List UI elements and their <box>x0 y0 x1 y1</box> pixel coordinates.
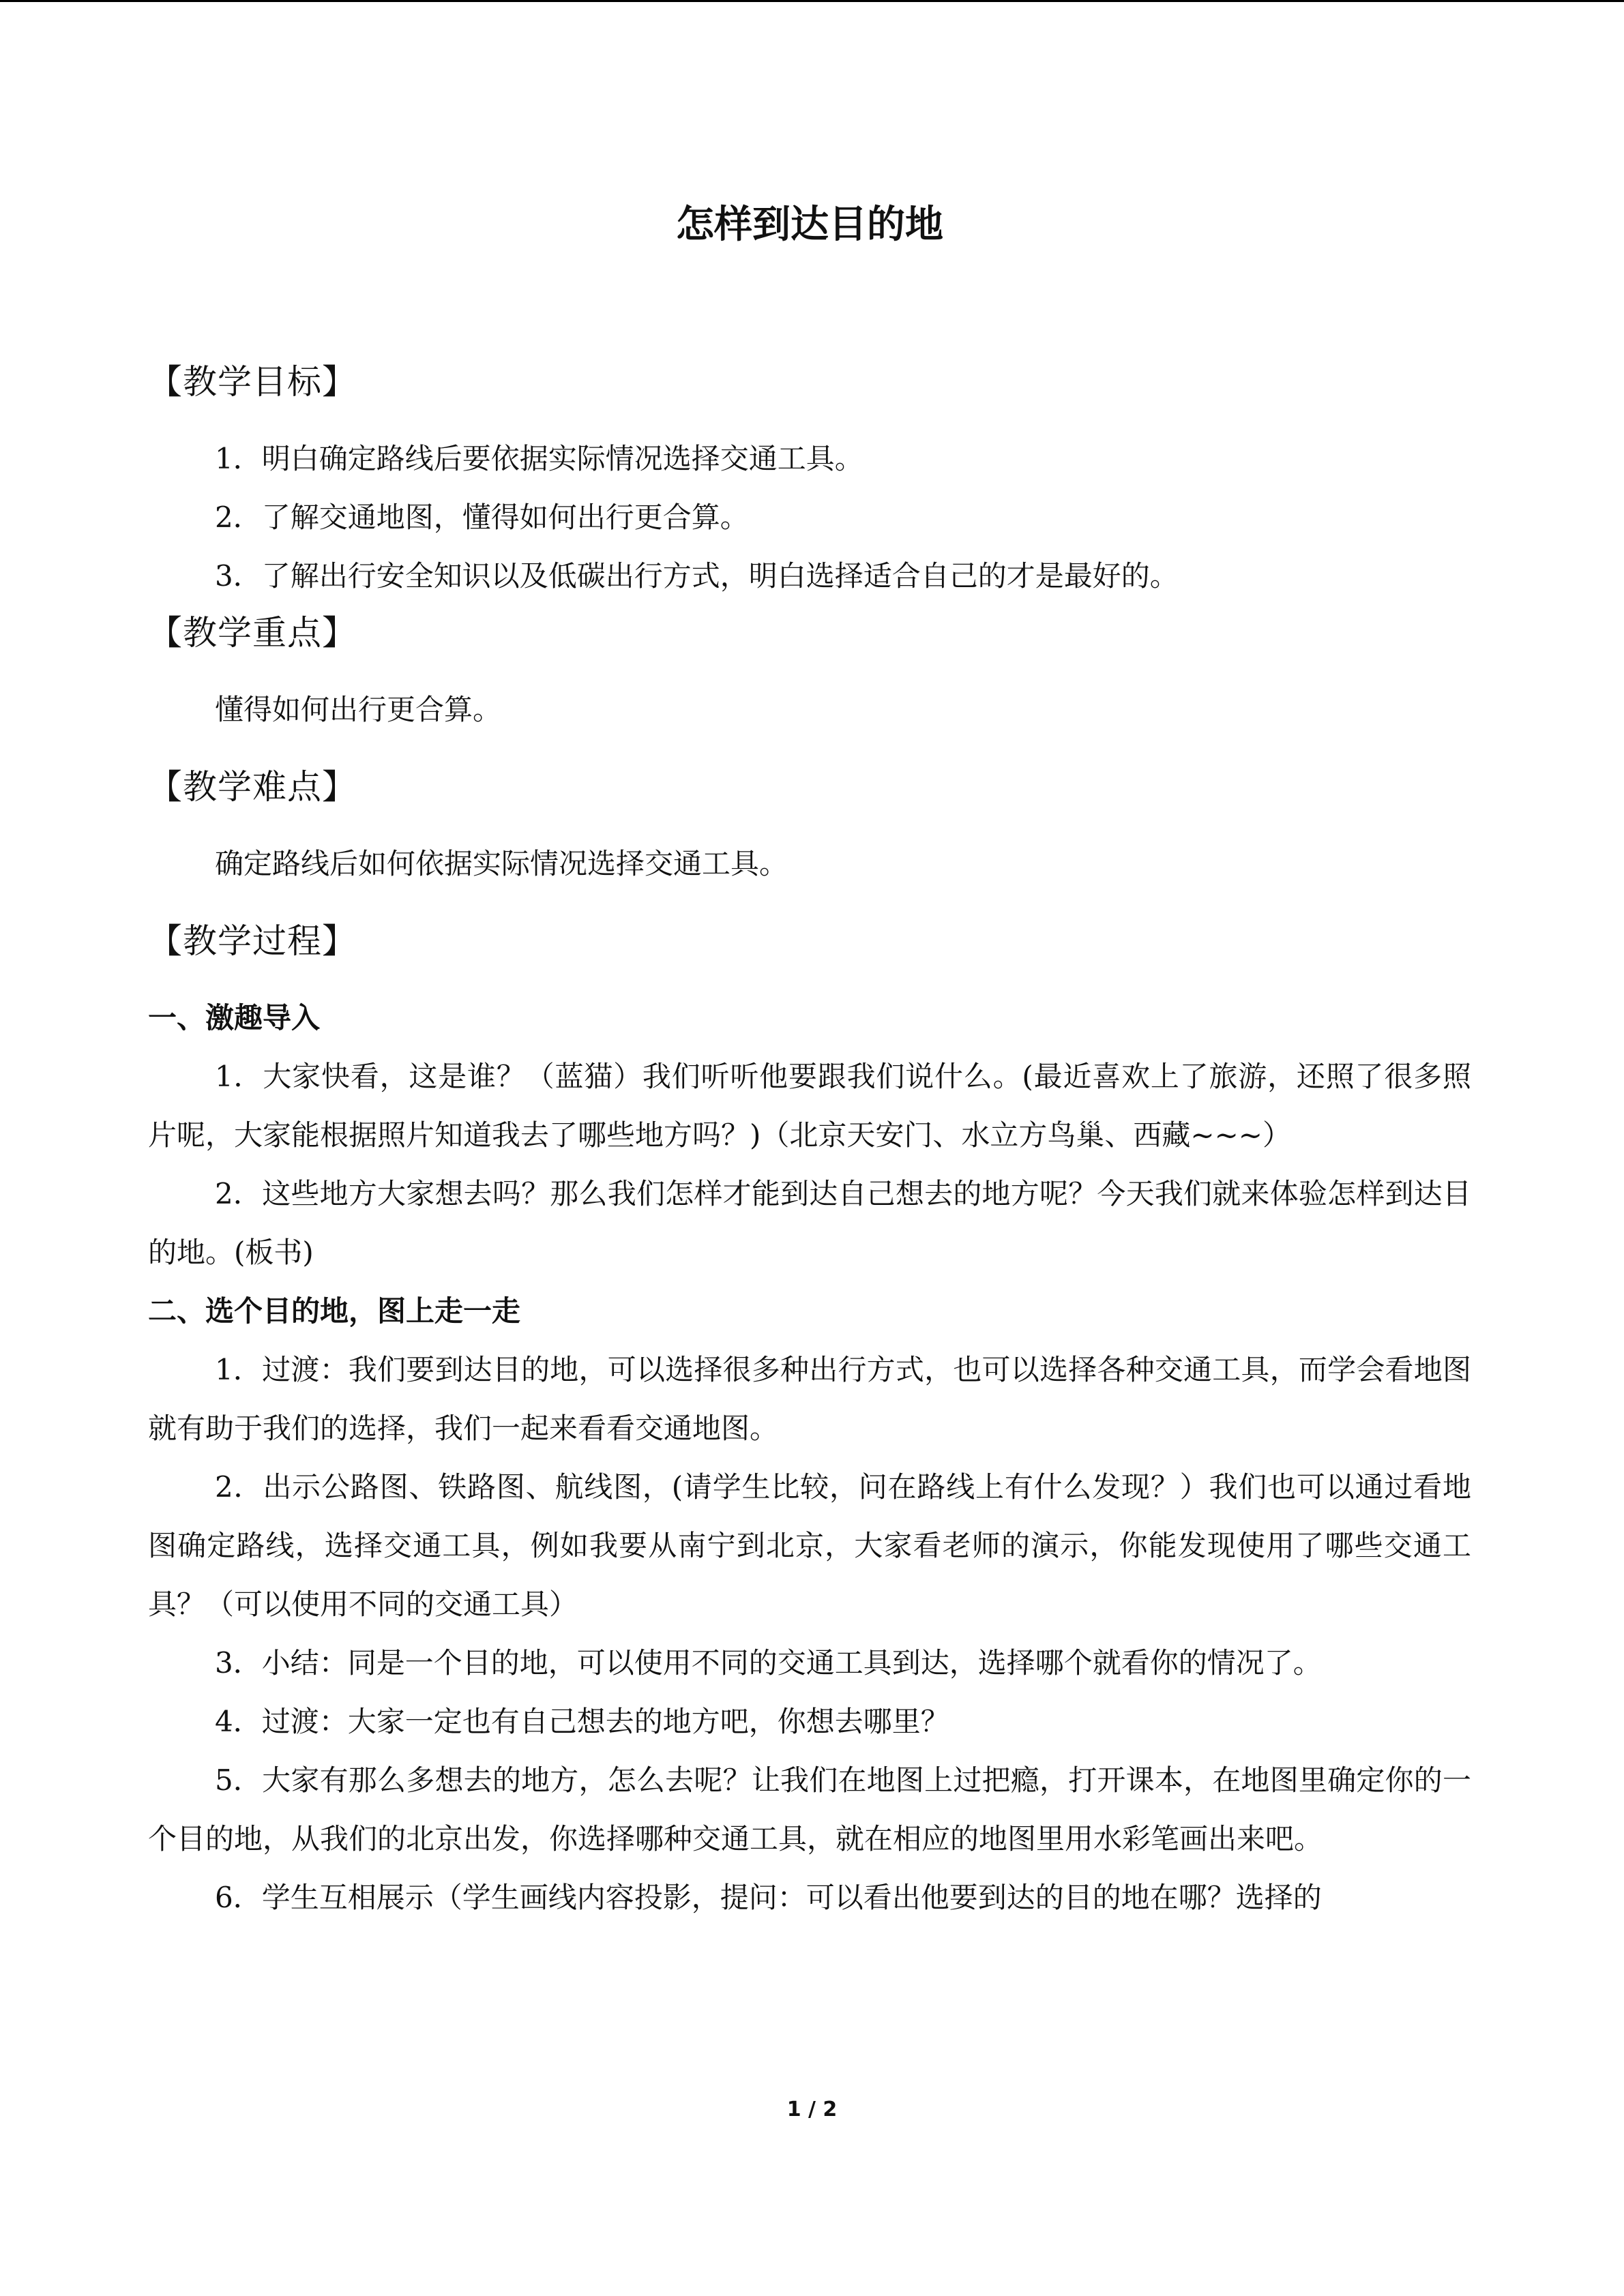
goal-item: 2．了解交通地图，懂得如何出行更合算。 <box>215 501 749 534</box>
document-body <box>148 198 1471 1927</box>
process-item: 1．大家快看，这是谁？（蓝猫）我们听听他要跟我们说什么。(最近喜欢上了旅游，还照了很多照片呢，大家能根据照片知道我去了哪些地方吗？)（北京天安门、水立方鸟巢、西藏~~~） <box>148 1060 1471 1152</box>
process-item: 6．学生互相展示（学生画线内容投影，提问：可以看出他要到达的目的地在哪？选择的 <box>215 1881 1322 1914</box>
page-number: 1 / 2 <box>786 2098 838 2121</box>
section-heading-key-points: 【教学重点】 <box>148 613 357 653</box>
top-border <box>0 0 1624 2</box>
goal-item: 1．明白确定路线后要依据实际情况选择交通工具。 <box>215 442 863 475</box>
process-item: 2．出示公路图、铁路图、航线图，(请学生比较，问在路线上有什么发现？）我们也可以通过看地图确定路线，选择交通工具，例如我要从南宁到北京，大家看老师的演示，你能发现使用了哪些交通工具？（可以使用不同的交通工具） <box>148 1470 1471 1621</box>
process-item: 4．过渡：大家一定也有自己想去的地方吧，你想去哪里？ <box>215 1705 949 1738</box>
process-item: 1．过渡：我们要到达目的地，可以选择很多种出行方式，也可以选择各种交通工具，而学会看地图就有助于我们的选择，我们一起来看看交通地图。 <box>148 1353 1471 1445</box>
document-title: 怎样到达目的地 <box>676 203 943 247</box>
process-item: 3．小结：同是一个目的地，可以使用不同的交通工具到达，选择哪个就看你的情况了。 <box>215 1646 1322 1680</box>
process-part2-title: 二、选个目的地，图上走一走 <box>148 1294 521 1328</box>
process-part1-title: 一、激趣导入 <box>148 1001 321 1034</box>
section-heading-difficulties: 【教学难点】 <box>148 767 357 807</box>
difficulties-text: 确定路线后如何依据实际情况选择交通工具。 <box>215 847 788 880</box>
process-item: 5．大家有那么多想去的地方，怎么去呢？让我们在地图上过把瘾，打开课本，在地图里确定你的一个目的地，从我们的北京出发，你选择哪种交通工具，就在相应的地图里用水彩笔画出来吧。 <box>148 1763 1471 1855</box>
section-heading-goals: 【教学目标】 <box>148 362 357 402</box>
section-heading-process: 【教学过程】 <box>148 921 357 961</box>
goal-item: 3．了解出行安全知识以及低碳出行方式，明白选择适合自己的才是最好的。 <box>215 559 1179 593</box>
key-points-text: 懂得如何出行更合算。 <box>215 693 502 726</box>
process-item: 2．这些地方大家想去吗？那么我们怎样才能到达自己想去的地方呢？今天我们就来体验怎样到达目的地。(板书) <box>148 1177 1471 1269</box>
